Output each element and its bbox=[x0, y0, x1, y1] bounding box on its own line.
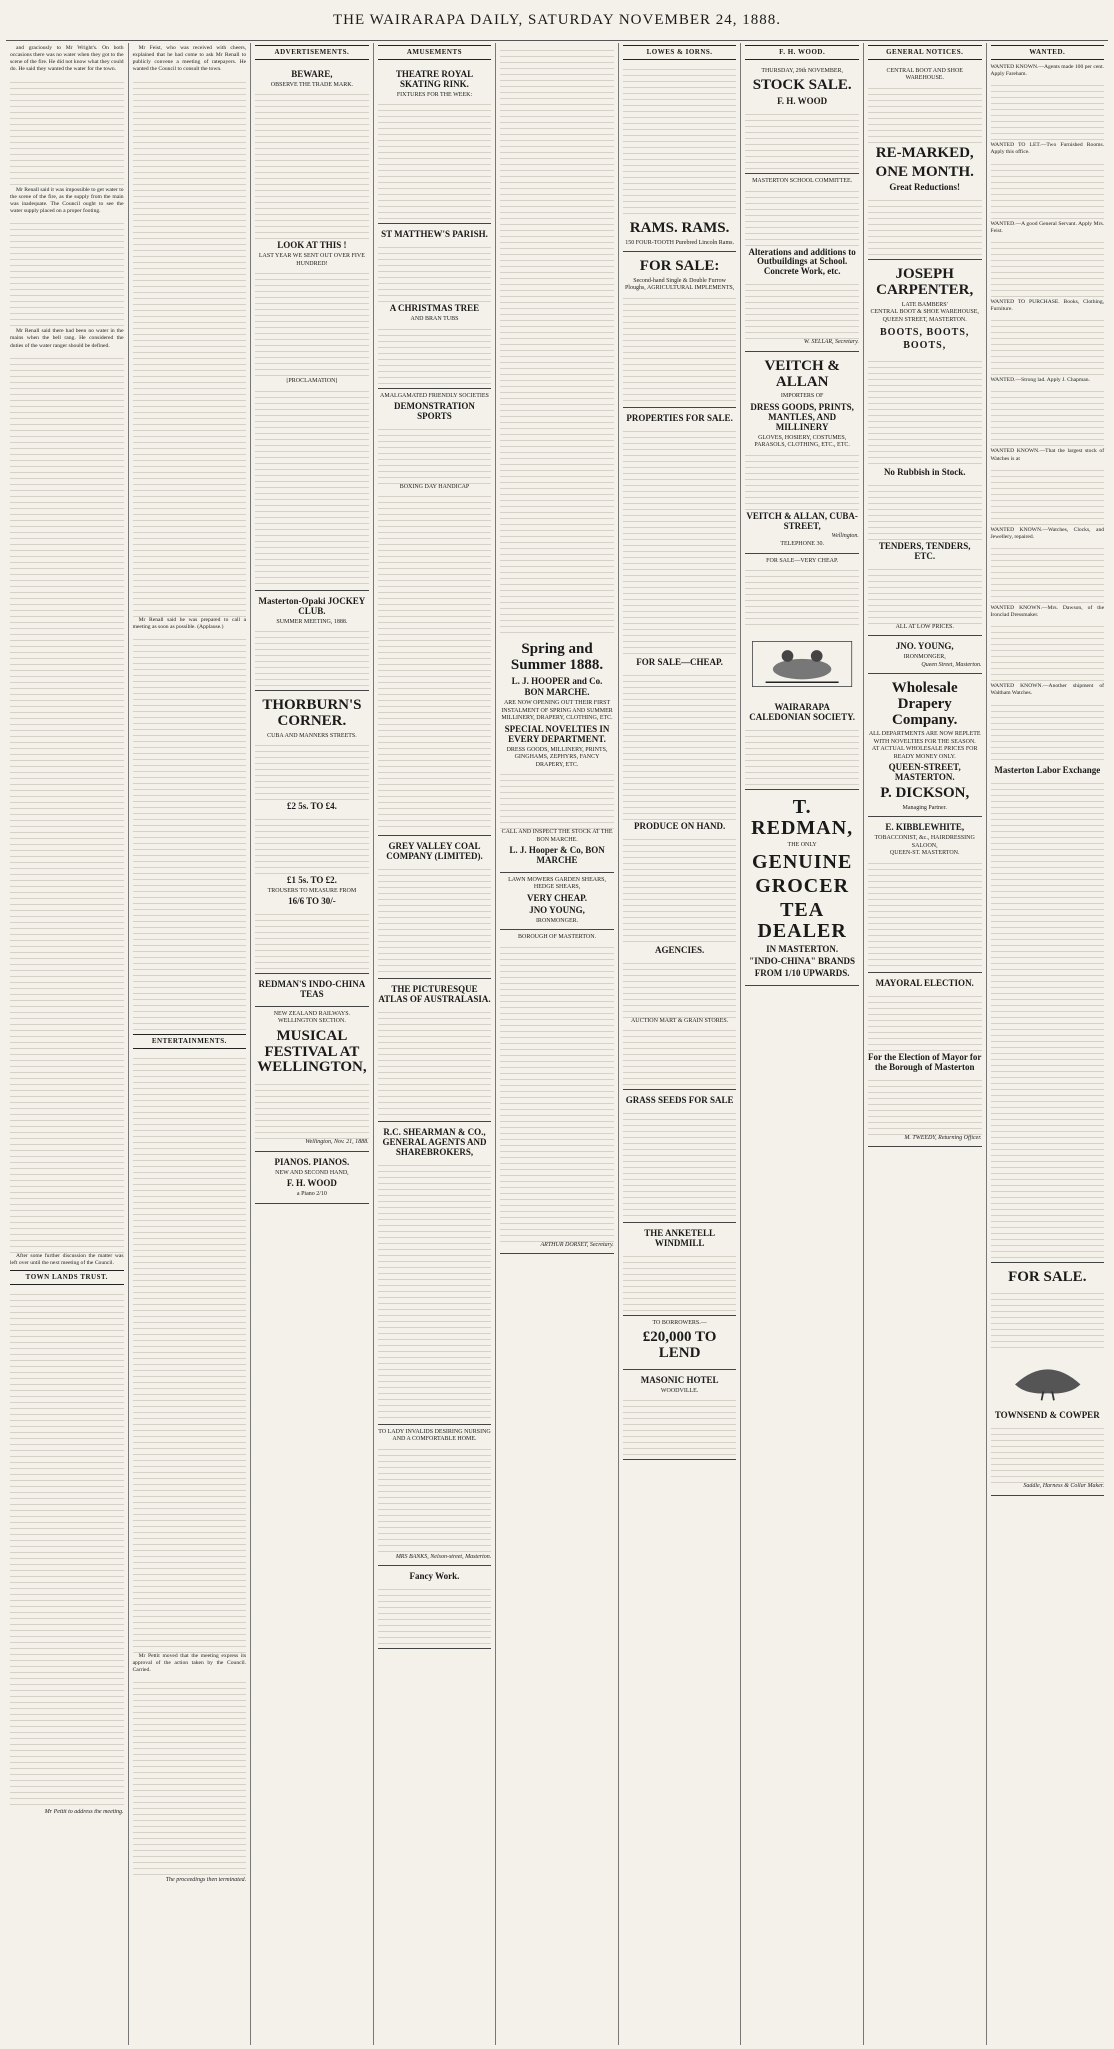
ad-title: MAYORAL ELECTION. bbox=[875, 977, 974, 988]
ad-signature: Saddle, Harness & Collar Maker. bbox=[1023, 1483, 1105, 1490]
ad-text bbox=[868, 564, 982, 624]
classified-ad: WANTED TO PURCHASE. Books, Clothing, Furniture. bbox=[990, 298, 1105, 313]
ad-text bbox=[378, 424, 492, 484]
ad-text bbox=[991, 1288, 1105, 1348]
saddle-illustration bbox=[1008, 1352, 1087, 1407]
ad-text bbox=[378, 491, 492, 831]
ad-subtitle: TO LADY INVALIDS DESIRING NURSING AND A COMFORTABLE HOME. bbox=[378, 1428, 491, 1443]
ad-title: SPECIAL NOVELTIES IN EVERY DEPARTMENT. bbox=[504, 723, 610, 744]
classified-ad: WANTED.—A good General Servant. Apply Mrs. Feist. bbox=[990, 220, 1105, 234]
column-5 bbox=[496, 43, 619, 2045]
ad-title: R.C. SHEARMAN & CO., GENERAL AGENTS AND SHAREBROKERS, bbox=[382, 1126, 487, 1157]
ad-text bbox=[991, 386, 1105, 446]
ad-borrowers bbox=[623, 1316, 737, 1370]
ad-text bbox=[868, 195, 982, 255]
ad-title: VEITCH & ALLAN, CUBA-STREET, bbox=[746, 510, 858, 531]
ad-text bbox=[623, 670, 737, 820]
ad-title: £20,000 TO LEND bbox=[642, 1329, 717, 1361]
ad-caledonian bbox=[745, 554, 859, 790]
ad-text bbox=[991, 621, 1105, 681]
ad-advertiser: L. J. HOOPER and Co. bbox=[511, 675, 603, 686]
ad-text bbox=[255, 89, 369, 239]
article-paragraph: Mr Pettit moved that the meeting express its approval of the action taken by the Council. Carried. bbox=[132, 1652, 247, 1674]
ad-title: THEATRE ROYAL SKATING RINK. bbox=[395, 68, 474, 89]
ad-title: Masterton Labor Exchange bbox=[994, 764, 1101, 775]
body-text-block bbox=[133, 1053, 247, 1653]
ad-title: MUSICAL FESTIVAL AT WELLINGTON, bbox=[257, 1027, 367, 1076]
ad-subtitle: TELEPHONE 30. bbox=[780, 541, 824, 548]
ad-properties bbox=[623, 408, 737, 1090]
ad-grass-seeds bbox=[623, 1090, 737, 1223]
column-9 bbox=[987, 43, 1109, 2045]
body-text-block bbox=[133, 77, 247, 617]
ad-text bbox=[255, 1079, 369, 1139]
article-paragraph: Mr Renall said there had been no water in the mains when the bell rang. He considered the duties of the water ranger should be defined. bbox=[10, 328, 124, 349]
ad-title: Spring and Summer 1888. bbox=[510, 641, 604, 673]
ad-text bbox=[991, 159, 1105, 219]
ad-boot-warehouse bbox=[868, 64, 982, 260]
ad-text bbox=[255, 626, 369, 686]
ad-title: DEMONSTRATION SPORTS bbox=[394, 401, 475, 421]
ad-wholesale-drapery bbox=[868, 674, 982, 817]
ad-advertiser: F. H. WOOD bbox=[777, 96, 828, 107]
ad-subtitle: Second-hand Single & Double Furrow Ploughs, AGRICULTURAL IMPLEMENTS, bbox=[624, 277, 735, 292]
ad-title: Great Reductions! bbox=[889, 182, 960, 193]
article-end: The proceedings then terminated. bbox=[165, 1877, 247, 1884]
ad-subtitle: THE ONLY bbox=[787, 841, 817, 848]
ad-subtitle: IRONMONGER. bbox=[535, 917, 579, 924]
ad-subtitle: NEW ZEALAND RAILWAYS. WELLINGTON SECTION. bbox=[273, 1010, 351, 1025]
ad-signature: M. TWEEDY, Returning Officer. bbox=[904, 1134, 982, 1141]
ad-title: MASONIC HOTEL bbox=[640, 1374, 719, 1385]
ad-subtitle: NEW AND SECOND HAND, bbox=[275, 1169, 349, 1176]
section-heading: TOWN LANDS TRUST. bbox=[10, 1270, 124, 1285]
ad-text bbox=[868, 480, 982, 540]
ad-title: WAIRARAPA CALEDONIAN SOCIETY. bbox=[749, 702, 855, 722]
ad-title: GRASS SEEDS FOR SALE bbox=[625, 1095, 734, 1106]
ad-jno-young bbox=[868, 636, 982, 674]
ad-shearman bbox=[378, 1122, 492, 1425]
ad-subtitle: a Piano 2/10 bbox=[296, 1191, 327, 1198]
ad-text bbox=[623, 1395, 737, 1455]
ad-subtitle: FIXTURES FOR THE WEEK: bbox=[396, 91, 473, 98]
ad-title: ST MATTHEW'S PARISH. bbox=[381, 229, 488, 240]
engraving-illustration bbox=[751, 629, 853, 699]
ad-text bbox=[623, 1108, 737, 1218]
ad-subtitle: TO BORROWERS.— bbox=[652, 1319, 707, 1326]
article-paragraph: and graciously to Mr Wright's. On both occasions there was no water when they got to the scene of the fire. He did not know what they could do. He said they wanted the water for the town. bbox=[10, 45, 124, 73]
ad-title: RAMS. RAMS. bbox=[629, 219, 730, 236]
ad-text bbox=[745, 109, 859, 169]
ad-advertiser: F. H. WOOD bbox=[286, 1178, 337, 1189]
column-heading: GENERAL NOTICES. bbox=[868, 45, 982, 60]
ad-pianos bbox=[255, 1152, 369, 1204]
column-heading: F. H. WOOD. bbox=[745, 45, 859, 60]
ad-subtitle: ARE NOW OPENING OUT THEIR FIRST INSTALMENT OF SPRING AND SUMMER MILLINERY, DRAPERY, CLOTHING, ETC. bbox=[501, 700, 613, 722]
ad-advertiser: JNO YOUNG, bbox=[529, 904, 585, 915]
price: £1 5s. TO £2. bbox=[286, 874, 337, 885]
ad-st-matthews bbox=[378, 224, 492, 388]
classified-ad: WANTED TO LET.—Two Furnished Rooms. Apply this office. bbox=[990, 142, 1105, 156]
column-heading: AMUSEMENTS bbox=[378, 45, 492, 60]
ad-subtitle: DRESS GOODS, MILLINERY, PRINTS, GINGHAMS, ZEPHYRS, FANCY DRAPERY, ETC. bbox=[506, 746, 608, 768]
ad-text bbox=[378, 1007, 492, 1117]
ad-subtitle: CALL AND INSPECT THE STOCK AT THE BON MARCHE. bbox=[501, 829, 613, 843]
column-7 bbox=[741, 43, 864, 2045]
ad-jockey-club bbox=[255, 591, 369, 691]
classified-ad: WANTED KNOWN.—Watches, Clocks, and Jewellery, repaired. bbox=[990, 526, 1105, 540]
ad-subtitle: LAWN MOWERS GARDEN SHEARS, HEDGE SHEARS, bbox=[508, 876, 606, 891]
ad-friendly-societies bbox=[378, 389, 492, 837]
ad-text bbox=[255, 386, 369, 586]
ad-title: For the Election of Mayor for the Borough of Masterton bbox=[868, 1051, 982, 1072]
ad-subtitle: Managing Partner. bbox=[902, 804, 947, 811]
ad-text bbox=[255, 814, 369, 874]
ad-subtitle: GLOVES, HOSIERY, COSTUMES, PARASOLS, CLOTHING, ETC., ETC. bbox=[754, 434, 850, 449]
ad-signature: W. SELLAR, Secretary. bbox=[803, 339, 859, 346]
ad-text bbox=[745, 186, 859, 246]
ad-title: FROM 1/10 UPWARDS. bbox=[754, 968, 850, 979]
ad-text bbox=[378, 864, 492, 974]
classified-ad: WANTED.—Strong lad. Apply J. Chapman. bbox=[990, 377, 1090, 384]
ad-grey-valley bbox=[378, 836, 492, 979]
ad-title: ONE MONTH. bbox=[875, 163, 974, 180]
ad-text bbox=[991, 80, 1105, 140]
ad-title: Fancy Work. bbox=[409, 1571, 460, 1582]
ad-subtitle: OBSERVE THE TRADE MARK. bbox=[270, 81, 354, 88]
ad-title: FOR SALE: bbox=[639, 258, 720, 275]
ad-text bbox=[991, 543, 1105, 603]
ad-text bbox=[623, 426, 737, 656]
ad-title: THE ANKETELL WINDMILL bbox=[644, 1227, 715, 1248]
ad-text bbox=[991, 465, 1105, 525]
ad-signature: ARTHUR DORSET, Secretary. bbox=[540, 1241, 614, 1248]
article-paragraph: Mr Renall said it was impossible to get water to the scene of the fire, as the supply from the main was inadequate. The Council ought to see the water supply placed on a proper footing. bbox=[10, 186, 124, 215]
ad-title: T. REDMAN, bbox=[751, 795, 854, 839]
ad-title: TEA DEALER bbox=[757, 899, 847, 943]
ad-text bbox=[991, 700, 1105, 760]
ad-text bbox=[378, 324, 492, 384]
columns bbox=[6, 43, 1108, 2045]
ad-text bbox=[623, 64, 737, 214]
column-2 bbox=[129, 43, 252, 2045]
ad-windmill bbox=[623, 1223, 737, 1316]
ad-title: Alterations and additions to Outbuildings at School. Concrete Work, etc. bbox=[748, 246, 856, 277]
article-paragraph: After some further discussion the matter was left over until the next meeting of the Council. bbox=[10, 1252, 124, 1266]
ad-text bbox=[255, 740, 369, 800]
ad-stock-sale bbox=[745, 64, 859, 174]
ad-text bbox=[991, 237, 1105, 297]
ad-subtitle: CENTRAL BOOT AND SHOE WAREHOUSE. bbox=[886, 67, 963, 82]
ad-picturesque-atlas bbox=[378, 979, 492, 1122]
ad-labour-exchange bbox=[991, 760, 1105, 1263]
ad-subtitle: THURSDAY, 29th NOVEMBER, bbox=[761, 67, 843, 74]
ad-title: JOSEPH CARPENTER, bbox=[876, 266, 974, 299]
ad-title: "INDO-CHINA" BRANDS bbox=[749, 956, 856, 967]
ad-implements bbox=[623, 252, 737, 408]
body-text-block bbox=[133, 634, 247, 1034]
body-text-block bbox=[133, 1677, 247, 1877]
ad-subtitle: BOXING DAY HANDICAP bbox=[399, 483, 470, 490]
ad-advertiser: L. J. Hooper & Co, BON MARCHE bbox=[509, 845, 605, 865]
ad-title: BEWARE, bbox=[291, 68, 333, 79]
ad-carpenter bbox=[868, 260, 982, 636]
ad-title: RE-MARKED, bbox=[875, 144, 974, 161]
ad-title: GROCER bbox=[755, 875, 850, 898]
ad-subtitle: AUCTION MART & GRAIN STORES. bbox=[630, 1017, 729, 1024]
ad-title: FOR SALE—CHEAP. bbox=[636, 656, 723, 667]
ad-text bbox=[868, 991, 982, 1051]
ad-text bbox=[623, 293, 737, 403]
ad-title: VERY CHEAP. bbox=[527, 892, 588, 903]
ad-location: Queen Street, Masterton. bbox=[921, 661, 982, 668]
ad-thorburn bbox=[255, 691, 369, 974]
ad-title: JNO. YOUNG, bbox=[895, 641, 954, 652]
ad-redman-grocer bbox=[745, 790, 859, 986]
ad-title: IN MASTERTON. bbox=[766, 944, 839, 955]
ad-text bbox=[745, 450, 859, 510]
ad-text bbox=[378, 242, 492, 302]
ad-text bbox=[745, 565, 859, 625]
ad-store-name: BON MARCHE. bbox=[524, 687, 590, 698]
ad-text bbox=[745, 725, 859, 785]
ad-advertiser: P. DICKSON, bbox=[880, 785, 970, 802]
column-heading: WANTED. bbox=[991, 45, 1105, 60]
ad-text bbox=[378, 1160, 492, 1420]
ad-text bbox=[623, 834, 737, 944]
ad-subtitle: LATE BAMBERS' bbox=[901, 301, 948, 308]
ad-skating-rink bbox=[378, 64, 492, 224]
ad-text bbox=[623, 1251, 737, 1311]
ad-bon-marche bbox=[500, 635, 614, 873]
body-text-block bbox=[10, 77, 124, 187]
ad-text bbox=[868, 83, 982, 143]
ad-text bbox=[378, 1584, 492, 1644]
column-heading: LOWES & IORNS. bbox=[623, 45, 737, 60]
ad-school-committee bbox=[745, 174, 859, 352]
ad-text bbox=[378, 99, 492, 219]
body-text-block bbox=[10, 1289, 124, 1809]
ad-subtitle: QUEEN-ST. MASTERTON. bbox=[889, 850, 960, 857]
ad-subtitle: IRONMONGER, bbox=[903, 654, 946, 660]
ad-kibblewhite bbox=[868, 817, 982, 972]
column-6 bbox=[619, 43, 742, 2045]
ad-subtitle: AT ACTUAL WHOLESALE PRICES FOR READY MONEY ONLY. bbox=[871, 746, 978, 760]
ad-subtitle: FOR SALE—VERY CHEAP. bbox=[766, 557, 839, 564]
column-3 bbox=[251, 43, 374, 2045]
ad-lawn-mowers bbox=[500, 873, 614, 930]
article-paragraph: Mr Renall said he was prepared to call a meeting as soon as possible. (Applause.) bbox=[132, 616, 247, 630]
ad-subtitle: LAST YEAR WE SENT OUT OVER FIVE HUNDRED! bbox=[258, 253, 365, 267]
column-1 bbox=[6, 43, 129, 2045]
ad-subtitle: IMPORTERS OF bbox=[780, 393, 824, 400]
classified-ad: WANTED KNOWN.—Agents made 100 per cent. Apply Fareham. bbox=[990, 63, 1105, 78]
ad-subtitle: MASTERTON SCHOOL COMMITTEE. bbox=[752, 178, 853, 185]
ad-text bbox=[255, 909, 369, 969]
ad-text bbox=[500, 769, 614, 829]
ad-veitch-allan bbox=[745, 352, 859, 554]
ad-text bbox=[991, 1423, 1105, 1483]
ad-subtitle: TROUSERS TO MEASURE FROM bbox=[267, 887, 357, 894]
ad-text bbox=[255, 268, 369, 378]
ad-subtitle: BOROUGH OF MASTERTON. bbox=[518, 934, 597, 941]
ad-subtitle: CUBA AND MANNERS STREETS. bbox=[267, 732, 357, 739]
body-text-block bbox=[10, 218, 124, 328]
price: 16/6 TO 30/- bbox=[288, 896, 336, 907]
section-heading: ENTERTAINMENTS. bbox=[133, 1034, 247, 1049]
ad-title: THORBURN'S CORNER. bbox=[262, 697, 362, 729]
ad-title: AGENCIES. bbox=[654, 944, 705, 955]
classified-ad: WANTED KNOWN.—Mrs. Dawson, of the Ironclad Dressmaker. bbox=[990, 604, 1105, 619]
ad-title: VEITCH & ALLAN bbox=[764, 357, 840, 390]
column-heading: ADVERTISEMENTS. bbox=[255, 45, 369, 60]
ad-text bbox=[991, 778, 1105, 1258]
ad-title: FOR SALE. bbox=[1008, 1268, 1087, 1285]
ad-title: E. KIBBLEWHITE, bbox=[885, 822, 965, 833]
article-paragraph: Mr Feist, who was received with cheers, explained that he had come to ask Mr Renall to publicly convene a meeting of ratepayers. He wanted the Council to consult the town. bbox=[132, 45, 247, 73]
ad-text bbox=[868, 356, 982, 466]
ad-location: Wellington. bbox=[831, 533, 859, 540]
ad-subtitle: 150 FOUR-TOOTH Purebred Lincoln Rams. bbox=[625, 239, 734, 246]
ad-title: LOOK AT THIS ! bbox=[277, 240, 347, 251]
ad-title: PRODUCE ON HAND. bbox=[633, 820, 726, 831]
ad-text bbox=[623, 958, 737, 1018]
ad-advertiser: TOWNSEND & COWPER bbox=[994, 1410, 1100, 1421]
ad-text bbox=[500, 942, 614, 1242]
ad-title: PROPERTIES FOR SALE. bbox=[626, 412, 733, 423]
price: £2 5s. TO £4. bbox=[286, 801, 337, 812]
classified-ad: WANTED KNOWN.—That the largest stock of Watches is at bbox=[990, 448, 1105, 462]
ad-nursing-home bbox=[378, 1425, 492, 1567]
ad-mayoral-election bbox=[868, 973, 982, 1147]
ad-signature: MRS BANKS, Nelson-street, Masterton. bbox=[395, 1553, 492, 1560]
ad-title: No Rubbish in Stock. bbox=[883, 466, 966, 477]
ad-text bbox=[868, 1075, 982, 1135]
ad-subtitle: AND BRAN TUBS bbox=[410, 316, 459, 323]
ad-borough bbox=[500, 930, 614, 1254]
ad-title: REDMAN'S INDO-CHINA TEAS bbox=[258, 979, 366, 1000]
ad-beware bbox=[255, 64, 369, 591]
classified-ad: WANTED KNOWN.—Another shipment of Waltham Watches. bbox=[990, 683, 1105, 697]
ad-for-sale bbox=[991, 1263, 1105, 1496]
ad-text bbox=[500, 45, 614, 635]
ad-text bbox=[745, 279, 859, 339]
article-end: Mr Pettit to address the meeting. bbox=[44, 1808, 124, 1815]
ad-title: QUEEN-STREET, MASTERTON. bbox=[888, 762, 961, 783]
column-4 bbox=[374, 43, 497, 2045]
masthead: THE WAIRARAPA DAILY, SATURDAY NOVEMBER 24, 1888. bbox=[6, 0, 1108, 41]
ad-date: Wellington, Nov. 21, 1888. bbox=[305, 1139, 369, 1146]
ad-text bbox=[378, 1444, 492, 1554]
ad-title: BOOTS, BOOTS, BOOTS, bbox=[880, 327, 970, 352]
ad-subtitle: CENTRAL BOOT & SHOE WAREHOUSE, QUEEN STREET, MASTERTON. bbox=[870, 309, 979, 323]
ad-text bbox=[991, 315, 1105, 375]
ad-title: GREY VALLEY COAL COMPANY (LIMITED). bbox=[386, 841, 483, 862]
ad-subtitle: WOODVILLE. bbox=[660, 1387, 699, 1394]
body-text-block bbox=[10, 353, 124, 1253]
ad-title: Masterton-Opaki JOCKEY CLUB. bbox=[258, 595, 366, 616]
ad-title: THE PICTURESQUE ATLAS OF AUSTRALASIA. bbox=[378, 984, 491, 1004]
ad-rams bbox=[623, 214, 737, 252]
ad-subtitle: SUMMER MEETING, 1888. bbox=[276, 618, 348, 625]
ad-fancy-work bbox=[378, 1566, 492, 1649]
ad-text bbox=[623, 1025, 737, 1085]
ad-text bbox=[868, 858, 982, 968]
ad-redman-teas bbox=[255, 974, 369, 1007]
ad-subtitle: [PROCLAMATION] bbox=[286, 378, 338, 385]
ad-title: PIANOS. PIANOS. bbox=[274, 1156, 350, 1167]
ad-subtitle: AMALGAMATED FRIENDLY SOCIETIES bbox=[380, 392, 489, 399]
ad-subtitle: ALL AT LOW PRICES. bbox=[895, 623, 954, 630]
ad-title: GENUINE bbox=[751, 851, 853, 874]
ad-title: A CHRISTMAS TREE bbox=[389, 303, 480, 314]
ad-subtitle: ALL DEPARTMENTS ARE NOW REPLETE WITH NOVELTIES FOR THE SEASON. bbox=[868, 731, 981, 745]
ad-title: DRESS GOODS, PRINTS, MANTLES, AND MILLINERY bbox=[750, 401, 854, 432]
ad-title: TENDERS, TENDERS, ETC. bbox=[878, 540, 971, 561]
column-8 bbox=[864, 43, 987, 2045]
ad-subtitle: TOBACCONIST, &c., HAIRDRESSING SALOON, bbox=[874, 835, 975, 849]
ad-masonic-hotel bbox=[623, 1370, 737, 1460]
ad-title: STOCK SALE. bbox=[752, 77, 852, 94]
ad-title: Wholesale Drapery Company. bbox=[891, 680, 958, 728]
ad-railways bbox=[255, 1007, 369, 1152]
